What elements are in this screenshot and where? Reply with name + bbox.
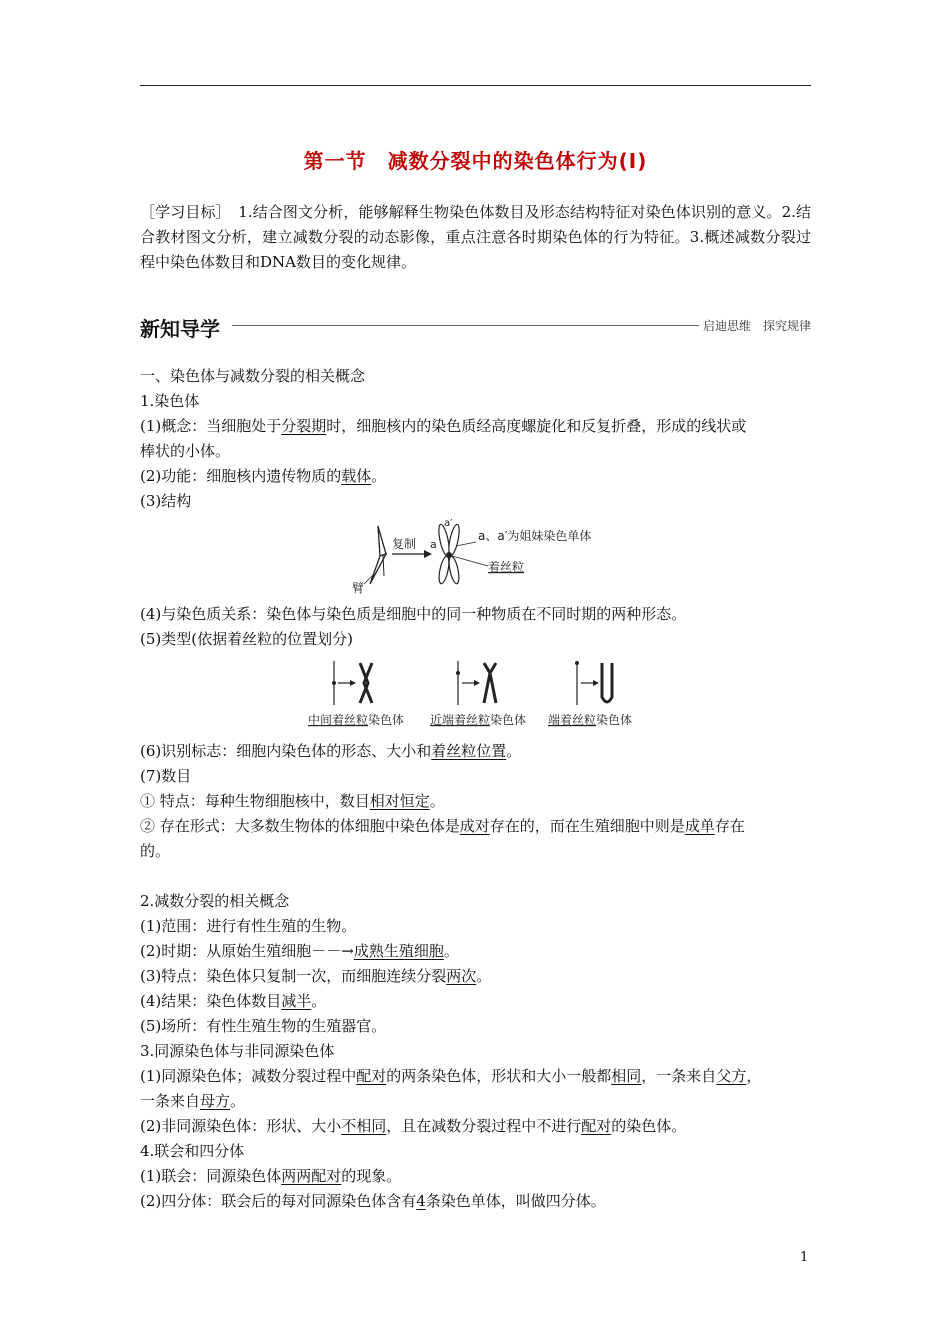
answer-blank: 相同 (611, 1067, 642, 1085)
form-line (140, 815, 811, 837)
text: 时，细胞核内的染色质经高度螺旋化和反复折叠，形成的线状或 (326, 417, 747, 435)
sister-pointer (456, 542, 476, 546)
learning-objectives: ［学习目标］ 1.结合图文分析，能够解释生物染色体数目及形态结构特征对染色体识别的意义。2.结合教材图文分析，建立减数分裂的动态影像，重点注意各时期染色体的行为特征。3.概述减数分裂过程中染色体数目和DNA数目的变化规律。 (140, 203, 811, 271)
answer-blank: 载体 (341, 467, 372, 485)
text: (2)非同源染色体：形状、大小 (140, 1117, 342, 1135)
text: 存在的，而在生殖细胞中则是 (489, 817, 685, 835)
acrocentric-figure (456, 661, 496, 705)
centromere-label: 着丝粒 (488, 560, 525, 574)
text: 。 (371, 467, 387, 485)
type-label-1: 中间着丝粒染色体 (308, 713, 405, 727)
answer-blank: 配对 (581, 1117, 612, 1135)
structure-line: (3)结构 (140, 492, 192, 510)
heading-concepts: 一、染色体与减数分裂的相关概念 (140, 367, 366, 385)
mark-line (140, 740, 811, 762)
label-a: a (430, 538, 437, 551)
text: 。 (429, 792, 445, 810)
copy-label: 复制 (392, 537, 417, 551)
type-label-3: 端着丝粒染色体 (548, 713, 633, 727)
text: (2)时期：从原始生殖细胞－－→ (140, 942, 354, 960)
text: 。 (506, 742, 522, 760)
centromere-pointer (452, 556, 488, 566)
answer-blank: 母方 (200, 1092, 231, 1110)
subheading-chromosome: 1.染色体 (140, 392, 200, 410)
text: 的现象。 (341, 1167, 402, 1185)
text: ② 存在形式：大多数生物体的体细胞中染色体是 (140, 817, 460, 835)
text: (1)联会：同源染色体 (140, 1167, 282, 1185)
text: ① 特点：每种生物细胞核中，数目 (140, 792, 370, 810)
metacentric-figure (332, 661, 372, 705)
answer-blank: 着丝粒位置 (431, 742, 507, 760)
types-line: (5)类型(依据着丝粒的位置划分) (140, 630, 353, 648)
answer-blank: 两次 (446, 967, 477, 985)
period-line (140, 940, 811, 962)
place-line: (5)场所：有性生殖生物的生殖器官。 (140, 1017, 387, 1035)
text: 。 (230, 1092, 246, 1110)
arm-label: 臂 (352, 581, 365, 595)
text: 。 (443, 942, 459, 960)
section-label: 新知导学 (140, 317, 220, 341)
text: (2)四分体：联会后的每对同源染色体含有 (140, 1192, 417, 1210)
trait-line (140, 965, 811, 987)
concept-line (140, 415, 811, 437)
text: 的染色体。 (611, 1117, 687, 1135)
tetrad-line (140, 1190, 811, 1212)
answer-blank: 配对 (356, 1067, 387, 1085)
answer-blank: 相对恒定 (369, 792, 430, 810)
sister-chromatid-label: a、a′为姐妹染色单体 (478, 529, 592, 543)
function-line (140, 465, 811, 487)
text: 条染色单体，叫做四分体。 (425, 1192, 606, 1210)
answer-blank: 4 (416, 1192, 426, 1210)
page-number: 1 (800, 1250, 809, 1265)
text: ，且在减数分裂过程中不进行 (386, 1117, 582, 1135)
type-label-2: 近端着丝粒染色体 (430, 713, 527, 727)
relation-line: (4)与染色质关系：染色体与染色质是细胞中的同一种物质在不同时期的两种形态。 (140, 605, 687, 623)
text: (1)概念：当细胞处于 (140, 417, 282, 435)
answer-blank: 减半 (281, 992, 312, 1010)
text: (3)特点：染色体只复制一次，而细胞连续分裂 (140, 967, 447, 985)
answer-blank: 分裂期 (281, 417, 327, 435)
text: 存在 (714, 817, 745, 835)
chromosome-structure-diagram (340, 518, 610, 598)
section-rule (232, 325, 699, 326)
subheading-homologous: 3.同源染色体与非同源染色体 (140, 1042, 335, 1060)
text: (2)功能：细胞核内遗传物质的 (140, 467, 342, 485)
text: ， (746, 1067, 762, 1085)
label-a-prime: a′ (444, 518, 453, 529)
copy-arrowhead (424, 550, 432, 558)
homologous-line (140, 1065, 811, 1087)
form-line-2: 的。 (140, 842, 171, 860)
number-line: (7)数目 (140, 767, 192, 785)
section-subtitle: 启迪思维 探究规律 (702, 319, 811, 333)
concept-line-2: 棒状的小体。 (140, 442, 231, 460)
chromosome-types-diagram (300, 655, 660, 735)
subheading-meiosis: 2.减数分裂的相关概念 (140, 892, 290, 910)
synapsis-line (140, 1165, 811, 1187)
text: 的两条染色体，形状和大小一般都 (386, 1067, 612, 1085)
text: 。 (311, 992, 327, 1010)
answer-blank: 成熟生殖细胞 (353, 942, 444, 960)
subheading-synapsis: 4.联会和四分体 (140, 1142, 245, 1160)
replicated-chromosome-figure (437, 524, 461, 585)
text: (1)同源染色体；减数分裂过程中 (140, 1067, 357, 1085)
result-line (140, 990, 811, 1012)
section-header (140, 313, 811, 339)
homologous-line-2 (140, 1090, 811, 1112)
answer-blank: 不相同 (341, 1117, 387, 1135)
answer-blank: 父方 (716, 1067, 747, 1085)
range-line: (1)范围：进行有性生殖的生物。 (140, 917, 357, 935)
answer-blank: 成单 (684, 817, 715, 835)
nonhomologous-line (140, 1115, 811, 1137)
top-rule (140, 85, 811, 86)
feature-line (140, 790, 811, 812)
text: 一条来自 (140, 1092, 201, 1110)
text: (4)结果：染色体数目 (140, 992, 282, 1010)
text: ，一条来自 (641, 1067, 717, 1085)
text: (6)识别标志：细胞内染色体的形态、大小和 (140, 742, 432, 760)
text: 。 (476, 967, 492, 985)
telocentric-figure (575, 661, 612, 705)
page-title: 第一节 减数分裂中的染色体行为(Ⅰ) (303, 149, 648, 173)
answer-blank: 成对 (459, 817, 490, 835)
answer-blank: 两两配对 (281, 1167, 342, 1185)
